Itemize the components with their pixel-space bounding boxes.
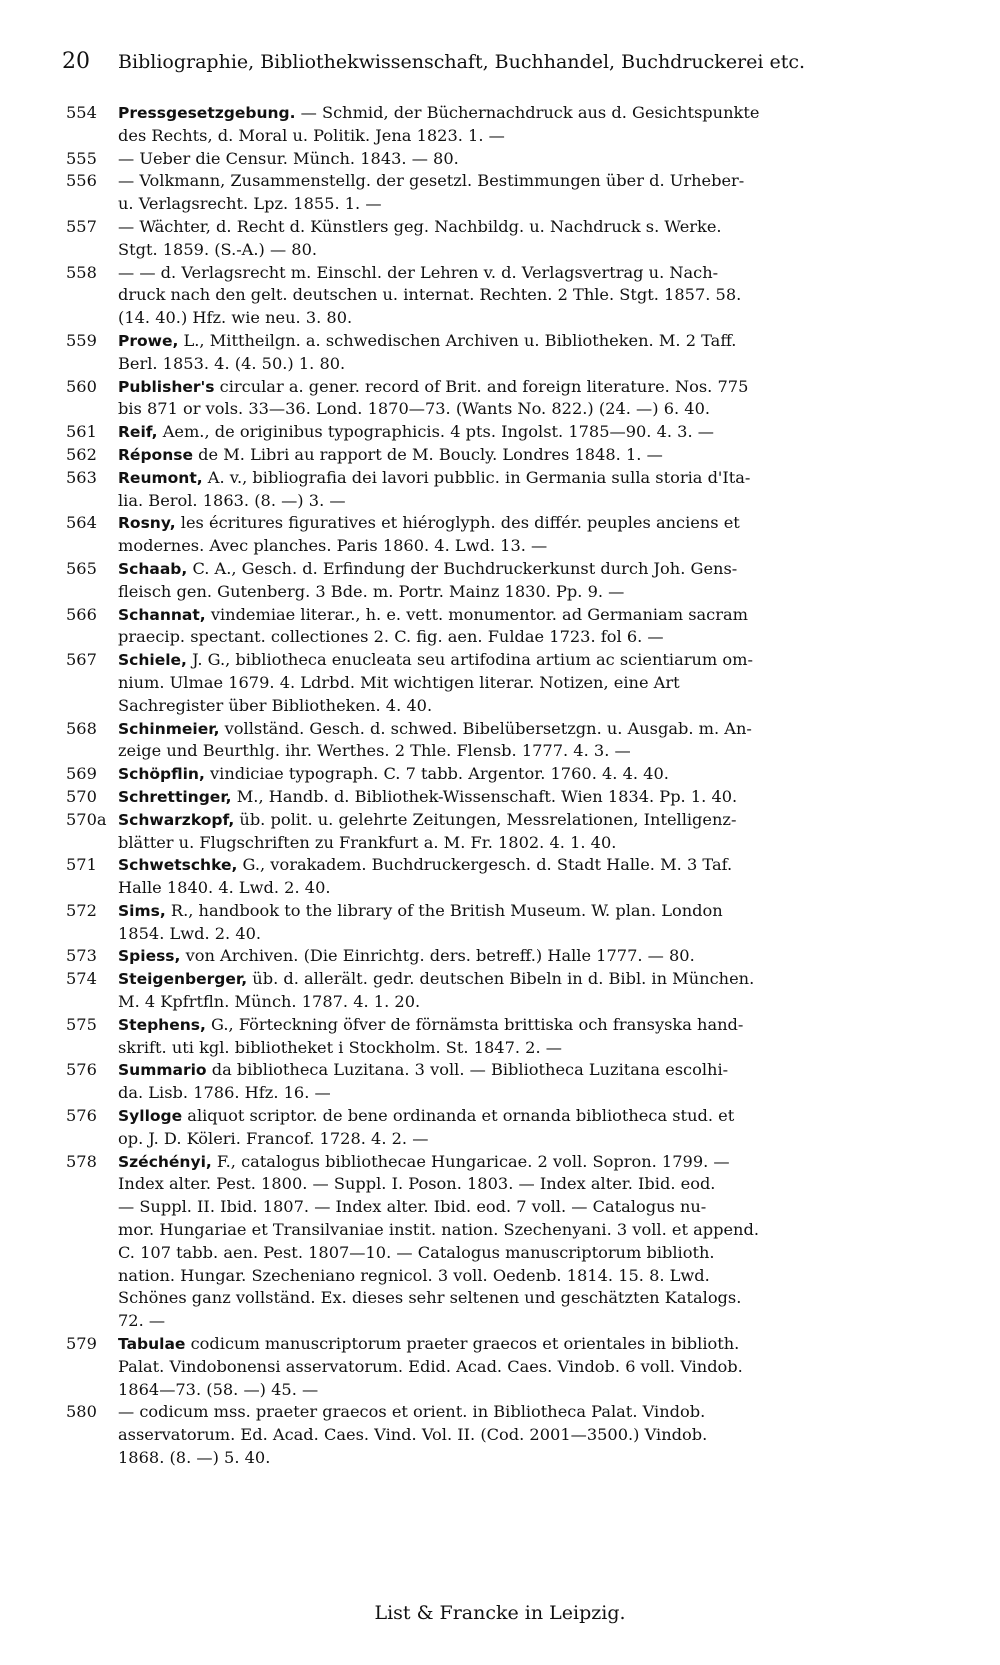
running-title: Bibliographie, Bibliothekwissenschaft, Buchhandel, Buchdruckerei etc. [118,51,806,73]
catalog-entry [66,786,946,809]
entry-body [118,421,946,444]
entry-body [118,558,946,604]
entry-text: codicum manuscriptorum praeter graecos et orientales in biblioth. Palat. Vindobonensi asservatorum. Edid. Acad. Caes. Vindob. 6 voll. Vindob. 1864—73. (58. —) 45. — [118,1334,743,1399]
entry-heading: Rosny, [118,514,176,533]
entry-heading: Prowe, [118,331,179,350]
entry-heading: Reif, [118,423,158,442]
entry-number: 572 [66,900,97,920]
entry-text: da bibliotheca Luzitana. 3 voll. — Bibliotheca Luzitana escolhi- da. Lisb. 1786. Hfz. 16. — [118,1060,729,1103]
entry-number: 575 [66,1014,97,1034]
entry-number: 568 [66,718,97,738]
catalog-entry [66,102,946,148]
entry-number: 579 [66,1334,97,1354]
entry-body [118,148,946,171]
entry-number: 556 [66,171,97,191]
entry-heading: Széchényi, [118,1152,212,1171]
entry-number: 563 [66,467,97,487]
entry-number: 573 [66,946,97,966]
entry-body [118,170,946,216]
catalog-entry [66,649,946,717]
entry-heading: Publisher's [118,377,215,396]
catalog-entry [66,148,946,171]
catalog-entry [66,763,946,786]
entry-body [118,1151,946,1333]
page-footer: List & Francke in Leipzig. [374,1602,626,1624]
entry-body [118,809,946,855]
entry-heading: Stephens, [118,1015,206,1034]
entry-text: Aem., de originibus typographicis. 4 pts. Ingolst. 1785—90. 4. 3. — [157,422,714,442]
entry-number: 554 [66,103,97,122]
catalog-entry [66,854,946,900]
entry-number: 557 [66,216,97,236]
entry-heading: Schannat, [118,605,206,624]
entry-heading: Spiess, [118,947,181,966]
entry-text: A. v., bibliografia dei lavori pubblic. in Germania sulla storia d'Ita- lia. Berol. 1863. (8. —) 3. — [118,467,751,510]
entry-number: 561 [66,422,97,442]
catalog-entry [66,1059,946,1105]
entry-number: 566 [66,604,97,624]
entry-text: J. G., bibliotheca enucleata seu artifodina artium ac scientiarum om- nium. Ulmae 1679. 4. Ldrbd. Mit wichtigen literar. Notizen, eine Art Sachregister über Bibliotheken. 4. 40. [118,650,753,715]
catalog-entry [66,216,946,262]
catalog-entry [66,1151,946,1333]
entry-body [118,900,946,946]
entry-text: M., Handb. d. Bibliothek-Wissenschaft. Wien 1834. Pp. 1. 40. [231,786,738,806]
catalog-entry [66,968,946,1014]
entry-number: 570a [66,809,107,829]
entry-heading: Tabulae [118,1335,186,1354]
entry-text: circular a. gener. record of Brit. and foreign literature. Nos. 775 bis 871 or vols. 33—36. Lond. 1870—73. (Wants No. 822.) (24. —) 6. 40. [118,376,749,419]
entry-number: 578 [66,1151,97,1171]
entry-body [118,1333,946,1401]
entry-body [118,376,946,422]
entry-body [118,649,946,717]
catalog-entry [66,558,946,604]
entry-text: R., handbook to the library of the British Museum. W. plan. London 1854. Lwd. 2. 40. [118,900,723,943]
entry-number: 562 [66,444,97,464]
entry-heading: Schrettinger, [118,787,232,806]
entry-text: F., catalogus bibliothecae Hungaricae. 2 voll. Sopron. 1799. — Index alter. Pest. 1800. — Suppl. I. Poson. 1803. — Index alter. Ibid. eod. — Suppl. II. Ibid. 1807. — Index alter. Ibid. eod. 7 voll. — Catalogus nu- mor. Hungariae et Transilvaniae instit. nation. Szechenyani. 3 voll. et append. C. 107 tabb. aen. Pest. 1807—10. — Catalogus manuscriptorum biblioth. nation. Hungar. Szecheniano regnicol. 3 voll. Oedenb. 1814. 15. 8. Lwd. Schönes ganz vollständ. Ex. dieses sehr seltenen und geschätzten Katalogs. 72. — [118,1151,759,1331]
entry-heading: Schaab, [118,559,188,578]
entry-body [118,467,946,513]
entry-number: 569 [66,764,97,784]
catalog-entry [66,467,946,513]
entry-heading: Sims, [118,901,166,920]
entry-number: 559 [66,330,97,350]
entry-text: — Wächter, d. Recht d. Künstlers geg. Nachbildg. u. Nachdruck s. Werke. Stgt. 1859. (S.-A.) — 80. [118,216,722,259]
entry-text: C. A., Gesch. d. Erfindung der Buchdruckerkunst durch Joh. Gens- fleisch gen. Gutenberg. 3 Bde. m. Portr. Mainz 1830. Pp. 9. — [118,558,738,601]
entry-body [118,1014,946,1060]
entry-text: les écritures figuratives et hiéroglyph. des différ. peuples anciens et modernes. Avec planches. Paris 1860. 4. Lwd. 13. — [118,513,740,556]
entry-text: — Schmid, der Büchernachdruck aus d. Gesichtspunkte des Rechts, d. Moral u. Politik. Jena 1823. 1. — [118,103,760,145]
entry-text: üb. polit. u. gelehrte Zeitungen, Messrelationen, Intelligenz- blätter u. Flugschriften zu Frankfurt a. M. Fr. 1802. 4. 1. 40. [118,809,737,852]
entry-number: 580 [66,1402,97,1422]
entry-body [118,216,946,262]
catalog-entry [66,945,946,968]
entry-text: — Ueber die Censur. Münch. 1843. — 80. [118,148,459,168]
catalog-entry [66,421,946,444]
entry-body [118,444,946,467]
entry-text: — codicum mss. praeter graecos et orient. in Bibliotheca Palat. Vindob. asservatorum. Ed. Acad. Caes. Vind. Vol. II. (Cod. 2001—3500.) Vindob. 1868. (8. —) 5. 40. [118,1402,708,1468]
catalog-entry [66,262,946,330]
entry-number: 555 [66,148,97,168]
entry-number: 570 [66,786,97,806]
entry-heading: Schöpflin, [118,765,205,784]
catalog-entry [66,1401,946,1469]
entry-heading: Reumont, [118,468,203,487]
catalog-entry [66,512,946,558]
catalog-entry [66,1105,946,1151]
catalog-entry [66,604,946,650]
entry-body [118,786,946,809]
entry-body [118,1059,946,1105]
entry-text: — — d. Verlagsrecht m. Einschl. der Lehren v. d. Verlagsvertrag u. Nach- druck nach den gelt. deutschen u. internat. Rechten. 2 Thle. Stgt. 1857. 58. (14. 40.) Hfz. wie neu. 3. 80. [118,262,742,328]
entry-number: 567 [66,650,97,670]
entry-body [118,968,946,1014]
entry-body [118,763,946,786]
entry-number: 576 [66,1060,97,1080]
catalog-entry [66,376,946,422]
entry-heading: Schwarzkopf, [118,810,235,829]
catalog-entries [66,102,946,1470]
entry-body [118,330,946,376]
catalog-entry [66,1014,946,1060]
entry-text: vindiciae typograph. C. 7 tabb. Argentor. 1760. 4. 4. 40. [204,764,669,784]
entry-number: 571 [66,855,97,875]
entry-text: von Archiven. (Die Einrichtg. ders. betreff.) Halle 1777. — 80. [180,946,695,966]
entry-text: — Volkmann, Zusammenstellg. der gesetzl. Bestimmungen über d. Urheber- u. Verlagsrecht. Lpz. 1855. 1. — [118,171,745,214]
entry-heading: Steigenberger, [118,970,248,989]
entry-body [118,718,946,764]
entry-text: üb. d. allerält. gedr. deutschen Bibeln in d. Bibl. in München. M. 4 Kpfrtfln. Münch. 1787. 4. 1. 20. [118,969,755,1012]
page-header [62,47,942,77]
entry-number: 576 [66,1106,97,1126]
entry-text: aliquot scriptor. de bene ordinanda et ornanda bibliotheca stud. et op. J. D. Köleri. Francof. 1728. 4. 2. — [118,1106,735,1148]
entry-body [118,945,946,968]
catalog-entry [66,170,946,216]
entry-body [118,1401,946,1469]
entry-text: de M. Libri au rapport de M. Boucly. Londres 1848. 1. — [192,444,663,464]
entry-number: 560 [66,376,97,396]
entry-number: 565 [66,558,97,578]
entry-number: 558 [66,262,97,282]
entry-heading: Pressgesetzgebung. [118,104,296,122]
entry-text: L., Mittheilgn. a. schwedischen Archiven u. Bibliotheken. M. 2 Taff. Berl. 1853. 4. (4. 50.) 1. 80. [118,330,737,373]
catalog-entry [66,900,946,946]
catalog-entry [66,330,946,376]
entry-text: vindemiae literar., h. e. vett. monumentor. ad Germaniam sacram praecip. spectant. collectiones 2. C. fig. aen. Fuldae 1723. fol 6. — [118,604,748,647]
entry-body [118,262,946,330]
entry-heading: Réponse [118,445,193,464]
entry-heading: Summario [118,1061,207,1080]
entry-body [118,102,946,148]
entry-heading: Sylloge [118,1107,183,1126]
entry-text: G., vorakadem. Buchdruckergesch. d. Stadt Halle. M. 3 Taf. Halle 1840. 4. Lwd. 2. 40. [118,855,733,898]
catalog-entry [66,809,946,855]
entry-text: vollständ. Gesch. d. schwed. Bibelübersetzgn. u. Ausgab. m. An- zeige und Beurthlg. ihr. Werthes. 2 Thle. Flensb. 1777. 4. 3. — [118,718,752,761]
entry-text: G., Förteckning öfver de förnämsta brittiska och fransyska hand- skrift. uti kgl. bibliotheket i Stockholm. St. 1847. 2. — [118,1014,744,1057]
entry-number: 564 [66,513,97,533]
page-number: 20 [62,49,90,74]
entry-heading: Schinmeier, [118,719,220,738]
catalog-entry [66,718,946,764]
entry-body [118,1105,946,1151]
entry-number: 574 [66,969,97,989]
entry-body [118,604,946,650]
entry-body [118,512,946,558]
entry-heading: Schwetschke, [118,856,238,875]
catalog-entry [66,1333,946,1401]
catalog-entry [66,444,946,467]
entry-body [118,854,946,900]
entry-heading: Schiele, [118,651,187,670]
